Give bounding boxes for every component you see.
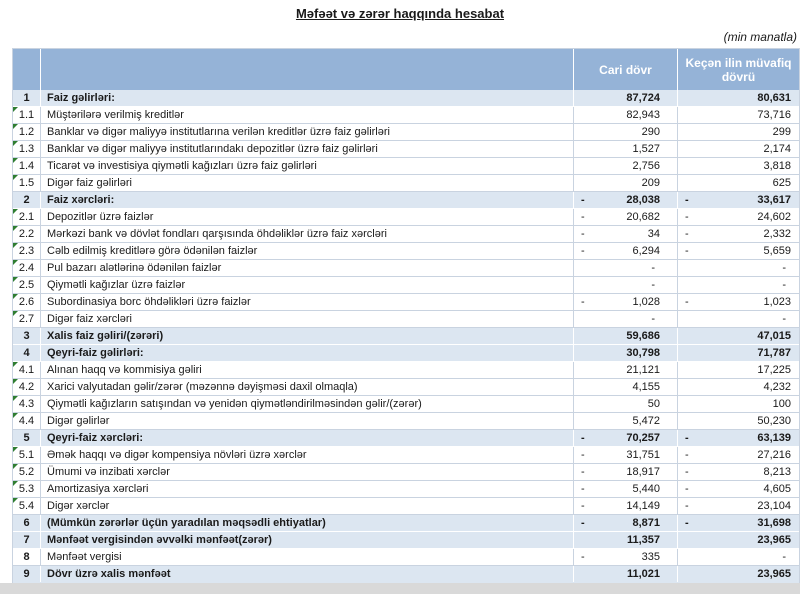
row-number-cell[interactable] [13, 413, 41, 429]
row-label-cell[interactable]: Qiymətli kağızlar üzrə faizlər [41, 277, 574, 293]
cell-value: 1,527 [632, 143, 660, 155]
row-number-cell[interactable] [13, 481, 41, 497]
row-number-cell[interactable] [13, 566, 41, 582]
current-period-cell[interactable] [574, 124, 678, 140]
table-header-row [13, 49, 799, 90]
previous-period-cell[interactable] [678, 515, 799, 531]
row-number-cell[interactable] [13, 396, 41, 412]
minus-sign: - [581, 517, 585, 529]
cell-value: - [782, 551, 786, 563]
minus-sign: - [685, 194, 689, 206]
current-period-cell[interactable] [574, 447, 678, 463]
cell-value: 100 [772, 398, 791, 410]
row-number: 1.4 [18, 160, 35, 172]
cell-error-triangle-icon [13, 243, 18, 248]
cell-value: - [651, 279, 655, 291]
cell-value: 59,686 [626, 330, 660, 342]
table-row [13, 447, 799, 464]
row-number-cell[interactable] [13, 549, 41, 565]
previous-period-cell[interactable] [678, 430, 799, 446]
previous-period-cell[interactable] [678, 158, 799, 174]
previous-period-cell[interactable] [678, 532, 799, 548]
row-number: 2 [23, 194, 30, 206]
row-number: 3 [23, 330, 30, 342]
row-number-cell[interactable] [13, 209, 41, 225]
row-number: 1 [23, 92, 30, 104]
minus-sign: - [581, 245, 585, 257]
minus-sign: - [685, 449, 689, 461]
cell-value: 23,104 [757, 500, 791, 512]
row-number: 5.4 [18, 500, 35, 512]
minus-sign: - [581, 466, 585, 478]
cell-error-triangle-icon [13, 447, 18, 452]
row-number: 1.3 [18, 143, 35, 155]
cell-value: 2,332 [763, 228, 791, 240]
row-label-cell[interactable]: Qeyri-faiz xərcləri: [41, 430, 574, 446]
row-number: 4 [23, 347, 30, 359]
cell-error-triangle-icon [13, 396, 18, 401]
cell-value: 625 [772, 177, 791, 189]
row-number-cell[interactable] [13, 345, 41, 361]
row-label-cell[interactable]: Banklar və digər maliyyə institutlarına verilən kreditlər üzrə faiz gəlirləri [41, 124, 574, 140]
cell-value: 290 [641, 126, 660, 138]
cell-value: 27,216 [757, 449, 791, 461]
current-period-cell[interactable] [574, 549, 678, 565]
row-number: 4.1 [18, 364, 35, 376]
table-row [13, 430, 799, 447]
row-number-cell[interactable] [13, 175, 41, 191]
table-row [13, 362, 799, 379]
row-label-cell[interactable]: Mənfəət vergisi [41, 549, 574, 565]
cell-value: 31,751 [626, 449, 660, 461]
row-number: 7 [23, 534, 30, 546]
row-label-cell[interactable]: Qiymətli kağızların satışından və yenidən qiymətləndirilməsindən gəlir/(zərər) [41, 396, 574, 412]
minus-sign: - [581, 228, 585, 240]
cell-error-triangle-icon [13, 413, 18, 418]
current-period-cell[interactable] [574, 192, 678, 208]
table-row [13, 260, 799, 277]
row-number-cell[interactable] [13, 294, 41, 310]
row-number: 4.3 [18, 398, 35, 410]
row-number: 2.7 [18, 313, 35, 325]
cell-value: 33,617 [757, 194, 791, 206]
cell-value: 18,917 [626, 466, 660, 478]
minus-sign: - [685, 245, 689, 257]
row-number-cell[interactable] [13, 311, 41, 327]
current-period-cell[interactable] [574, 532, 678, 548]
previous-period-cell[interactable] [678, 447, 799, 463]
cell-value: 11,357 [626, 534, 660, 546]
cell-value: 31,698 [757, 517, 791, 529]
row-label-cell[interactable]: Pul bazarı alətlərinə ödənilən faizlər [41, 260, 574, 276]
cell-error-triangle-icon [13, 175, 18, 180]
row-label-cell[interactable]: Qeyri-faiz gəlirləri: [41, 345, 574, 361]
row-number: 4.4 [18, 415, 35, 427]
current-period-cell[interactable] [574, 90, 678, 106]
row-label-cell[interactable]: Müştərilərə verilmiş kreditlər [41, 107, 574, 123]
row-number-cell[interactable] [13, 515, 41, 531]
cell-value: 299 [772, 126, 791, 138]
current-period-cell[interactable] [574, 175, 678, 191]
current-period-cell[interactable] [574, 260, 678, 276]
row-number: 5.1 [18, 449, 35, 461]
previous-period-cell[interactable] [678, 396, 799, 412]
previous-period-cell[interactable] [678, 294, 799, 310]
current-period-cell[interactable] [574, 243, 678, 259]
previous-period-cell[interactable] [678, 549, 799, 565]
row-label-cell[interactable]: Ticarət və investisiya qiymətli kağızları üzrə faiz gəlirləri [41, 158, 574, 174]
row-label-cell[interactable]: Xalis faiz gəliri/(zərəri) [41, 328, 574, 344]
table-row [13, 532, 799, 549]
minus-sign: - [685, 517, 689, 529]
table-row [13, 515, 799, 532]
row-number: 8 [23, 551, 30, 563]
table-row [13, 498, 799, 515]
row-label-cell[interactable]: Digər faiz xərcləri [41, 311, 574, 327]
cell-value: 28,038 [626, 194, 660, 206]
cell-error-triangle-icon [13, 294, 18, 299]
cell-error-triangle-icon [13, 226, 18, 231]
row-label-cell[interactable]: Faiz gəlirləri: [41, 90, 574, 106]
cell-value: 5,472 [632, 415, 660, 427]
row-number: 1.5 [18, 177, 35, 189]
current-period-cell[interactable] [574, 481, 678, 497]
row-label-cell[interactable]: Mənfəət vergisindən əvvəlki mənfəət(zərər) [41, 532, 574, 548]
row-number: 2.2 [18, 228, 35, 240]
row-label-cell[interactable]: Mərkəzi bank və dövlət fondları qarşısında öhdəliklər üzrə faiz xərcləri [41, 226, 574, 242]
table-row [13, 277, 799, 294]
table-row [13, 345, 799, 362]
current-period-cell[interactable] [574, 379, 678, 395]
row-number-cell[interactable] [13, 328, 41, 344]
cell-error-triangle-icon [13, 498, 18, 503]
cell-value: 335 [641, 551, 660, 563]
cell-value: 50,230 [757, 415, 791, 427]
table-body [13, 90, 799, 583]
table-row [13, 107, 799, 124]
row-number: 6 [23, 517, 30, 529]
cell-error-triangle-icon [13, 379, 18, 384]
minus-sign: - [581, 500, 585, 512]
row-number-cell[interactable] [13, 362, 41, 378]
previous-period-cell[interactable] [678, 226, 799, 242]
cell-value: 21,121 [626, 364, 660, 376]
previous-period-cell[interactable] [678, 413, 799, 429]
cell-value: 63,139 [757, 432, 791, 444]
previous-period-cell[interactable] [678, 498, 799, 514]
previous-period-cell[interactable] [678, 379, 799, 395]
cell-value: 50 [647, 398, 660, 410]
row-number: 9 [23, 568, 30, 580]
cell-value: 34 [647, 228, 660, 240]
row-label-cell[interactable]: Subordinasiya borc öhdəlikləri üzrə faizlər [41, 294, 574, 310]
cell-value: 2,756 [632, 160, 660, 172]
current-period-cell[interactable] [574, 413, 678, 429]
cell-value: - [651, 262, 655, 274]
row-label-cell[interactable]: Amortizasiya xərcləri [41, 481, 574, 497]
minus-sign: - [581, 483, 585, 495]
minus-sign: - [685, 432, 689, 444]
profit-loss-table [12, 48, 800, 584]
row-number-cell[interactable] [13, 277, 41, 293]
cell-value: 82,943 [626, 109, 660, 121]
header-current-period[interactable]: Cari dövr [574, 49, 678, 90]
current-period-cell[interactable] [574, 209, 678, 225]
table-row [13, 396, 799, 413]
row-number-cell[interactable] [13, 226, 41, 242]
row-number-cell[interactable] [13, 464, 41, 480]
row-label-cell[interactable]: (Mümkün zərərlər üçün yaradılan məqsədli ehtiyatlar) [41, 515, 574, 531]
cell-error-triangle-icon [13, 260, 18, 265]
table-row [13, 328, 799, 345]
minus-sign: - [581, 551, 585, 563]
row-number: 5.2 [18, 466, 35, 478]
minus-sign: - [685, 211, 689, 223]
previous-period-cell[interactable] [678, 243, 799, 259]
previous-period-cell[interactable] [678, 209, 799, 225]
row-label-cell[interactable]: Faiz xərcləri: [41, 192, 574, 208]
current-period-cell[interactable] [574, 515, 678, 531]
row-label-cell[interactable]: Digər xərclər [41, 498, 574, 514]
cell-value: 8,213 [763, 466, 791, 478]
table-row [13, 243, 799, 260]
minus-sign: - [685, 483, 689, 495]
table-row [13, 175, 799, 192]
current-period-cell[interactable] [574, 345, 678, 361]
table-row [13, 481, 799, 498]
cell-value: - [782, 262, 786, 274]
cell-error-triangle-icon [13, 464, 18, 469]
current-period-cell[interactable] [574, 362, 678, 378]
row-label-cell[interactable]: Digər faiz gəlirləri [41, 175, 574, 191]
cell-value: 4,232 [763, 381, 791, 393]
current-period-cell[interactable] [574, 226, 678, 242]
row-number: 4.2 [18, 381, 35, 393]
row-number: 2.1 [18, 211, 35, 223]
cell-value: 23,965 [757, 534, 791, 546]
row-number: 5.3 [18, 483, 35, 495]
cell-value: 17,225 [757, 364, 791, 376]
cell-value: 8,871 [632, 517, 660, 529]
row-label-cell[interactable]: Alınan haqq və kommisiya gəliri [41, 362, 574, 378]
cell-value: 24,602 [757, 211, 791, 223]
table-row [13, 141, 799, 158]
row-number: 1.1 [18, 109, 35, 121]
current-period-cell[interactable] [574, 141, 678, 157]
current-period-cell[interactable] [574, 294, 678, 310]
row-number-cell[interactable] [13, 447, 41, 463]
table-row [13, 413, 799, 430]
previous-period-cell[interactable] [678, 362, 799, 378]
header-empty-description-cell[interactable] [41, 49, 574, 90]
minus-sign: - [685, 228, 689, 240]
table-row [13, 226, 799, 243]
table-row [13, 379, 799, 396]
minus-sign: - [685, 500, 689, 512]
cell-value: 47,015 [757, 330, 791, 342]
minus-sign: - [581, 449, 585, 461]
cell-error-triangle-icon [13, 124, 18, 129]
cell-value: 87,724 [626, 92, 660, 104]
current-period-cell[interactable] [574, 311, 678, 327]
table-row [13, 464, 799, 481]
row-label-cell[interactable]: Dövr üzrə xalis mənfəət [41, 566, 574, 582]
table-row [13, 566, 799, 583]
cell-error-triangle-icon [13, 277, 18, 282]
table-row [13, 158, 799, 175]
cell-error-triangle-icon [13, 311, 18, 316]
row-label-cell[interactable]: Digər gəlirlər [41, 413, 574, 429]
row-number-cell[interactable] [13, 124, 41, 140]
sheet-background-strip [0, 583, 800, 594]
table-row [13, 192, 799, 209]
cell-value: 30,798 [626, 347, 660, 359]
previous-period-cell[interactable] [678, 90, 799, 106]
cell-error-triangle-icon [13, 209, 18, 214]
report-title: Məfəət və zərər haqqında hesabat [295, 6, 505, 21]
table-row [13, 311, 799, 328]
minus-sign: - [685, 296, 689, 308]
row-number-cell[interactable] [13, 498, 41, 514]
cell-value: 4,605 [763, 483, 791, 495]
row-number: 5 [23, 432, 30, 444]
cell-value: 70,257 [626, 432, 660, 444]
cell-value: 73,716 [757, 109, 791, 121]
row-number-cell[interactable] [13, 141, 41, 157]
previous-period-cell[interactable] [678, 481, 799, 497]
row-number-cell[interactable] [13, 90, 41, 106]
cell-value: 23,965 [757, 568, 791, 580]
cell-value: 1,028 [632, 296, 660, 308]
row-label-cell[interactable]: Ümumi və inzibati xərclər [41, 464, 574, 480]
header-empty-number-cell[interactable] [13, 49, 41, 90]
row-label-cell[interactable]: Banklar və digər maliyyə institutlarındakı depozitlər üzrə faiz gəlirləri [41, 141, 574, 157]
row-number-cell[interactable] [13, 107, 41, 123]
current-period-cell[interactable] [574, 107, 678, 123]
table-row [13, 294, 799, 311]
table-row [13, 549, 799, 566]
previous-period-cell[interactable] [678, 464, 799, 480]
current-period-cell[interactable] [574, 277, 678, 293]
cell-error-triangle-icon [13, 141, 18, 146]
row-number: 2.4 [18, 262, 35, 274]
cell-error-triangle-icon [13, 158, 18, 163]
minus-sign: - [685, 466, 689, 478]
cell-value: - [651, 313, 655, 325]
cell-value: 209 [641, 177, 660, 189]
cell-value: 80,631 [757, 92, 791, 104]
previous-period-cell[interactable] [678, 141, 799, 157]
cell-value: - [782, 279, 786, 291]
previous-period-cell[interactable] [678, 328, 799, 344]
cell-value: 1,023 [763, 296, 791, 308]
table-row [13, 209, 799, 226]
row-label-cell[interactable]: Xarici valyutadan gəlir/zərər (məzənnə dəyişməsi daxil olmaqla) [41, 379, 574, 395]
current-period-cell[interactable] [574, 498, 678, 514]
row-number: 2.3 [18, 245, 35, 257]
row-label-cell[interactable]: Depozitlər üzrə faizlər [41, 209, 574, 225]
cell-value: 4,155 [632, 381, 660, 393]
cell-error-triangle-icon [13, 362, 18, 367]
previous-period-cell[interactable] [678, 277, 799, 293]
row-number-cell[interactable] [13, 192, 41, 208]
minus-sign: - [581, 296, 585, 308]
cell-value: 2,174 [763, 143, 791, 155]
cell-value: 71,787 [757, 347, 791, 359]
cell-value: 3,818 [763, 160, 791, 172]
previous-period-cell[interactable] [678, 311, 799, 327]
previous-period-cell[interactable] [678, 175, 799, 191]
current-period-cell[interactable] [574, 396, 678, 412]
cell-value: 5,440 [632, 483, 660, 495]
cell-error-triangle-icon [13, 481, 18, 486]
previous-period-cell[interactable] [678, 345, 799, 361]
row-number: 2.6 [18, 296, 35, 308]
current-period-cell[interactable] [574, 328, 678, 344]
row-number-cell[interactable] [13, 532, 41, 548]
header-previous-period[interactable]: Keçən ilin müvafiq dövrü [685, 55, 792, 84]
cell-value: - [782, 313, 786, 325]
row-label-cell[interactable]: Cəlb edilmiş kreditlərə görə ödənilən faizlər [41, 243, 574, 259]
table-row [13, 124, 799, 141]
minus-sign: - [581, 432, 585, 444]
minus-sign: - [581, 194, 585, 206]
unit-note: (min manatla) [723, 30, 797, 44]
current-period-cell[interactable] [574, 430, 678, 446]
row-number-cell[interactable] [13, 260, 41, 276]
row-label-cell[interactable]: Əmək haqqı və digər kompensiya növləri üzrə xərclər [41, 447, 574, 463]
table-row [13, 90, 799, 107]
cell-value: 14,149 [626, 500, 660, 512]
previous-period-cell[interactable] [678, 124, 799, 140]
row-number-cell[interactable] [13, 158, 41, 174]
previous-period-cell[interactable] [678, 566, 799, 582]
cell-value: 20,682 [626, 211, 660, 223]
row-number-cell[interactable] [13, 243, 41, 259]
minus-sign: - [581, 211, 585, 223]
row-number-cell[interactable] [13, 430, 41, 446]
previous-period-cell[interactable] [678, 192, 799, 208]
current-period-cell[interactable] [574, 464, 678, 480]
row-number: 2.5 [18, 279, 35, 291]
current-period-cell[interactable] [574, 566, 678, 582]
current-period-cell[interactable] [574, 158, 678, 174]
row-number-cell[interactable] [13, 379, 41, 395]
cell-value: 6,294 [632, 245, 660, 257]
cell-value: 5,659 [763, 245, 791, 257]
previous-period-cell[interactable] [678, 107, 799, 123]
row-number: 1.2 [18, 126, 35, 138]
cell-error-triangle-icon [13, 107, 18, 112]
cell-value: 11,021 [626, 568, 660, 580]
previous-period-cell[interactable] [678, 260, 799, 276]
